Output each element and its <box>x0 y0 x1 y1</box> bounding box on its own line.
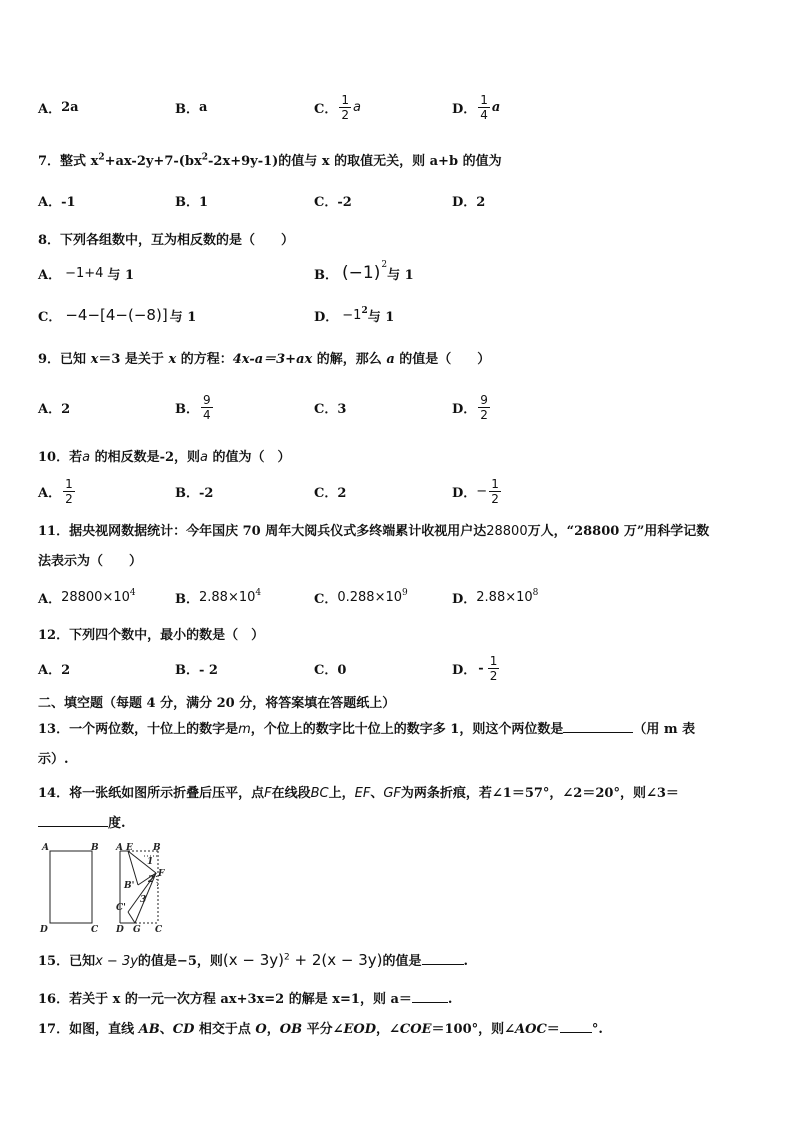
fraction: $\frac{1}{4}$ <box>480 92 488 122</box>
q8-options-row2 <box>38 298 758 332</box>
q8-option-a: A． −1+4 与 1 <box>38 265 134 283</box>
label-F: F <box>158 869 165 879</box>
q15-stem: 15．已知x − 3y的值是−5，则$(x - 3y)^2 + 2(x - 3y)$的值是 . <box>38 951 469 969</box>
q11-stem-line1: 11．据央视网数据统计：今年国庆 70 周年大阅兵仪式多终端累计收视用户达28800万人，“28800 万”用科学记数 <box>38 524 710 539</box>
label-E: E <box>126 843 133 853</box>
fraction: $\frac{9}{2}$ <box>480 392 488 422</box>
q10-option-d: D． − $\frac{1}{2}$ <box>452 476 499 506</box>
q7-stem: 7．整式 $x^2+ax-2y+7-(bx^2-2x+9y-1)$的值与 x 的取值无关，则 a+b 的值为 <box>38 152 502 169</box>
q12-option-b: B．- 2 <box>175 662 218 678</box>
q8-stem: 8．下列各组数中，互为相反数的是（ ） <box>38 233 295 248</box>
q7-option-b: B．1 <box>175 194 209 210</box>
q12-option-a: A．2 <box>38 662 71 678</box>
q8-options-row1 <box>38 256 758 290</box>
label-C-prime: C' <box>116 903 126 913</box>
q9-option-a: A．2 <box>38 401 71 417</box>
q6-option-d: D． $\frac{1}{4}$ a <box>452 92 501 122</box>
q6-options <box>38 90 758 124</box>
q8-option-b: B． (−1) $^2$ 与 1 <box>314 260 414 283</box>
angle-1-label: 1 <box>147 857 154 867</box>
answer-blank[interactable] <box>563 720 633 733</box>
fold-figure <box>36 840 170 936</box>
rectangle-folded <box>115 843 165 935</box>
q16-stem: 16．若关于 x 的一元一次方程 ax+3x=2 的解是 x=1，则 a＝ . <box>38 992 453 1007</box>
q14-stem-line1: 14．将一张纸如图所示折叠后压平，点F在线段BC上，EF、GF为两条折痕，若∠1＝57°，∠2＝20°，则∠3＝ <box>38 786 679 801</box>
fraction: $\frac{9}{4}$ <box>203 392 211 422</box>
label-B2: B <box>153 843 161 853</box>
q9-options <box>38 390 758 424</box>
fraction: $\frac{1}{2}$ <box>489 653 498 683</box>
fraction: $\frac{1}{2}$ <box>341 92 349 122</box>
q7-option-d: D．2 <box>452 194 486 210</box>
label-C: C <box>91 925 99 935</box>
q9-option-c: C．3 <box>314 401 347 417</box>
fraction: $\frac{1}{2}$ <box>491 476 499 506</box>
q13-stem-line1: 13．一个两位数，十位上的数字是m，个位上的数字比十位上的数字多 1，则这个两位数是 （用 m 表 <box>38 722 696 737</box>
label-A2: A <box>116 843 123 853</box>
fraction: $\frac{1}{2}$ <box>65 476 73 506</box>
q10-options <box>38 474 758 508</box>
q10-option-c: C．2 <box>314 485 347 501</box>
q9-stem: 9．已知 x＝3 是关于 x 的方程：4x-a＝3+ax 的解，那么 a 的值是（ ） <box>38 352 491 367</box>
q11-options <box>38 580 758 614</box>
q12-options <box>38 651 758 685</box>
q7-option-a: A．-1 <box>38 194 76 210</box>
q6-option-a: A． 2a <box>38 99 79 117</box>
q10-stem: 10．若a 的相反数是-2，则a 的值为（ ） <box>38 450 291 465</box>
q6-option-c: C． $\frac{1}{2}$ a <box>314 92 361 122</box>
angle-3-label: 3 <box>140 895 147 905</box>
q11-stem-line2: 法表示为（ ） <box>38 554 143 569</box>
q14-stem-line2: 度. <box>38 812 126 831</box>
rectangle-original <box>39 843 99 935</box>
label-B: B <box>91 843 99 853</box>
q12-stem: 12．下列四个数中，最小的数是（ ） <box>38 628 265 643</box>
answer-blank[interactable] <box>38 814 108 827</box>
q12-option-c: C．0 <box>314 662 347 678</box>
label-G: G <box>133 925 141 935</box>
q10-option-b: B．-2 <box>175 485 214 501</box>
q8-option-d: D． −1 $^2$ 与 1 <box>314 306 395 325</box>
q9-option-b: B． $\frac{9}{4}$ <box>175 392 211 422</box>
q8-option-c: C． −4−[4−(−8)] 与 1 <box>38 306 197 325</box>
label-D: D <box>40 925 48 935</box>
q11-option-d: D． 2.88×10 $^8$ <box>452 588 539 607</box>
q9-option-d: D． $\frac{9}{2}$ <box>452 392 488 422</box>
q17-stem: 17．如图，直线 AB、CD 相交于点 O，OB 平分∠EOD，∠COE＝100°，则∠AOC＝ °. <box>38 1022 603 1037</box>
q12-option-d: D． - $\frac{1}{2}$ <box>452 653 498 683</box>
q10-option-a: A． $\frac{1}{2}$ <box>38 476 73 506</box>
label-B-prime: B' <box>124 881 135 891</box>
label-D2: D <box>116 925 124 935</box>
label-C2: C <box>155 925 163 935</box>
q11-option-b: B． 2.88×10 $^4$ <box>175 588 262 607</box>
q7-option-c: C．-2 <box>314 194 352 210</box>
q11-option-a: A． 28800×10 $^4$ <box>38 588 136 607</box>
angle-2-label: 2 <box>148 875 155 885</box>
q13-stem-line2: 示）. <box>38 752 69 767</box>
answer-blank[interactable] <box>560 1020 592 1033</box>
q6-option-b: B． a <box>175 99 208 117</box>
section-heading: 二、填空题（每题 4 分，满分 20 分，将答案填在答题纸上） <box>38 696 396 711</box>
q11-option-c: C． 0.288×10 $^9$ <box>314 588 408 607</box>
q7-options <box>38 183 758 217</box>
label-A: A <box>42 843 49 853</box>
answer-blank[interactable] <box>412 990 448 1003</box>
answer-blank[interactable] <box>422 952 464 965</box>
